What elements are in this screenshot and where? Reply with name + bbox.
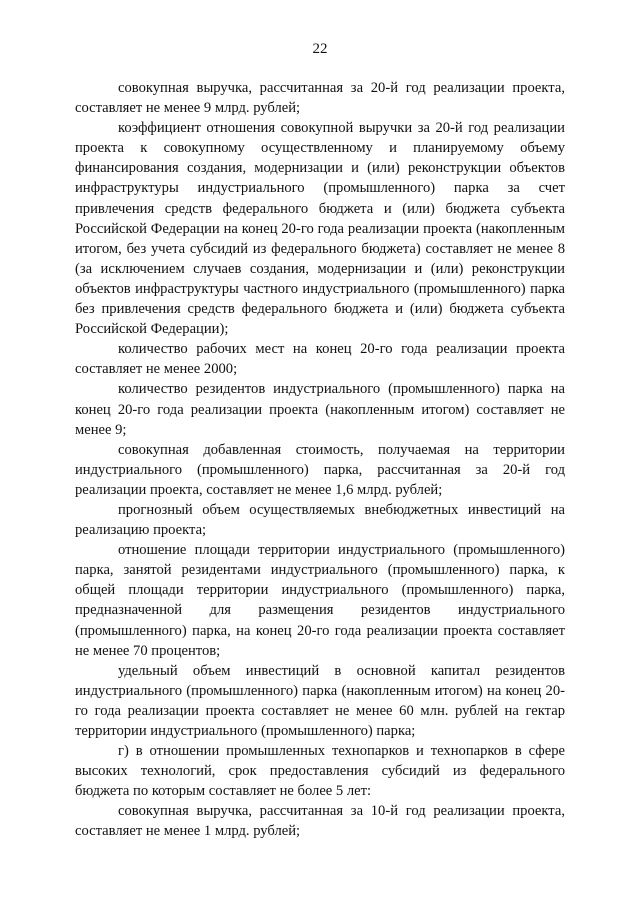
paragraph-revenue-ratio: коэффициент отношения совокупной выручки за 20-й год реализации проекта к совокупному осуществленному и планируемому объему финансирования создания, модернизации и (или) реконструкции объектов инфраструктуры индустриального (промышленного) парка за счет привлечения средств федерального бюджета и (или) бюджета субъекта Российской Федерации на конец 20-го года реализации проекта (накопленным итогом, без учета субсидий из федерального бюджета) составляет не менее 8 (за исключением случаев создания, модернизации и (или) реконструкции объектов инфраструктуры частного индустриального (промышленного) парка без привлечения средств федерального бюджета и (или) бюджета субъекта Российской Федерации);: [75, 120, 565, 338]
paragraph-area-ratio: отношение площади территории индустриального (промышленного) парка, занятой резидентами индустриального (промышленного) парка, к общей площади территории индустриального (промышленного) парка, предназначенной для размещения резидентов индустриального (промышленного) парка, на конец 20-го года реализации проекта составляет не менее 70 процентов;: [75, 542, 565, 659]
paragraph-residents-count: количество резидентов индустриального (промышленного) парка на конец 20-го года реализации проекта (накопленным итогом) составляет не менее 9;: [75, 381, 565, 438]
document-body: [75, 78, 565, 842]
paragraph-technoparks-heading: г) в отношении промышленных технопарков и технопарков в сфере высоких технологий, срок предоставления субсидий из федерального бюджета по которым составляет не более 5 лет:: [75, 743, 565, 800]
paragraph-revenue-20-year: совокупная выручка, рассчитанная за 20-й год реализации проекта, составляет не менее 9 млрд. рублей;: [75, 80, 565, 117]
paragraph-added-value: совокупная добавленная стоимость, получаемая на территории индустриального (промышленного) парка, рассчитанная за 20-й год реализации проекта, составляет не менее 1,6 млрд. рублей;: [75, 441, 565, 498]
paragraph-specific-investment: удельный объем инвестиций в основной капитал резидентов индустриального (промышленного) парка (накопленным итогом) на конец 20-го года реализации проекта составляет не менее 60 млн. рублей на гектар территории индустриального (промышленного) парка;: [75, 662, 565, 739]
paragraph-revenue-10-year: совокупная выручка, рассчитанная за 10-й год реализации проекта, составляет не менее 1 млрд. рублей;: [75, 803, 565, 840]
paragraph-jobs: количество рабочих мест на конец 20-го года реализации проекта составляет не менее 2000;: [75, 341, 565, 378]
paragraph-extrabudgetary-investment: прогнозный объем осуществляемых внебюджетных инвестиций на реализацию проекта;: [75, 501, 565, 539]
page-number: 22: [312, 41, 328, 57]
